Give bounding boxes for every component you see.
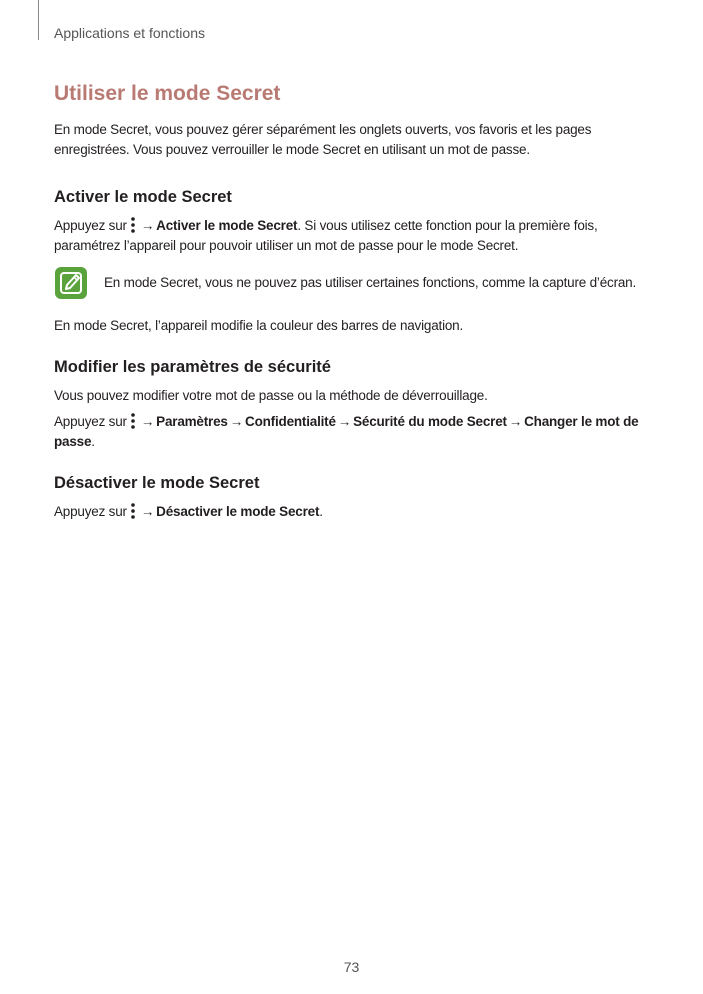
intro-paragraph: En mode Secret, vous pouvez gérer séparément les onglets ouverts, vos favoris et les pages enregistrées. Vous pouvez verrouiller le mode Secret en utilisant un mot de passe. [54, 122, 592, 157]
security-step-securite: Sécurité du mode Secret [353, 414, 507, 429]
kebab-menu-icon [131, 503, 135, 519]
activate-heading: Activer le mode Secret [54, 188, 232, 206]
deactivate-instructions [54, 502, 654, 522]
arrow: → [140, 218, 155, 233]
end-period: . [319, 504, 323, 519]
tap-prefix: Appuyez sur [54, 504, 127, 519]
navigation-bar-text: En mode Secret, l’appareil modifie la couleur des barres de navigation. [54, 318, 464, 333]
note-block [54, 266, 654, 300]
security-instructions [54, 412, 654, 452]
tap-prefix: Appuyez sur [54, 414, 127, 429]
note-pencil-icon [54, 266, 88, 300]
arrow: → [508, 414, 523, 429]
page-number: 73 [343, 959, 360, 975]
note-text: En mode Secret, vous ne pouvez pas utiliser certaines fonctions, comme la capture d’écran. [104, 275, 637, 290]
page-title: Utiliser le mode Secret [54, 82, 281, 105]
security-step-confidentialite: Confidentialité [245, 414, 336, 429]
deactivate-action: Désactiver le mode Secret [156, 504, 320, 519]
kebab-menu-icon [131, 413, 135, 429]
arrow: → [337, 414, 352, 429]
security-heading: Modifier les paramètres de sécurité [54, 358, 331, 376]
security-step-changer: Changer le mot de passe [54, 414, 639, 449]
activate-instructions [54, 216, 654, 256]
activate-rest: . Si vous utilisez cette fonction pour la première fois, paramétrez l’appareil pour pouvoir utiliser un mot de passe pour le mode Secret. [54, 218, 598, 253]
arrow: → [140, 414, 155, 429]
security-step-parametres: Paramètres [156, 414, 228, 429]
deactivate-heading: Désactiver le mode Secret [54, 474, 260, 492]
arrow: → [229, 414, 244, 429]
activate-action: Activer le mode Secret [156, 218, 298, 233]
page-content [54, 80, 654, 522]
arrow: → [140, 504, 155, 519]
tap-prefix: Appuyez sur [54, 218, 127, 233]
kebab-menu-icon [131, 217, 135, 233]
end-period: . [91, 434, 95, 449]
running-header: Applications et fonctions [54, 25, 205, 41]
security-description: Vous pouvez modifier votre mot de passe ou la méthode de déverrouillage. [54, 388, 488, 403]
corner-rule [38, 0, 39, 40]
